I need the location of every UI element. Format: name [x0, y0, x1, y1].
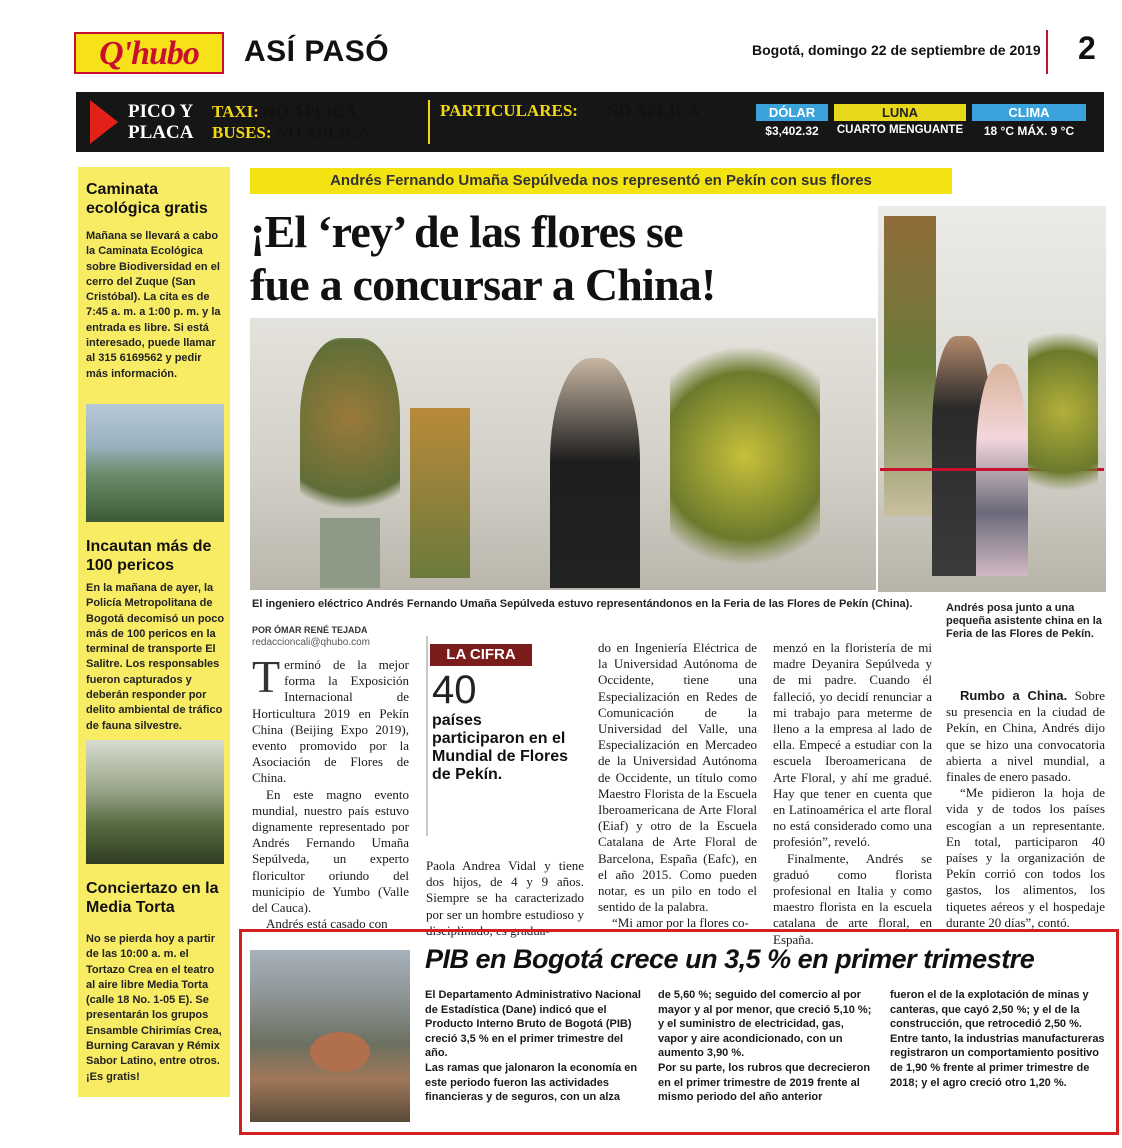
particulares-label: PARTICULARES:: [440, 101, 578, 120]
cifra-label: LA CIFRA: [430, 644, 532, 666]
article-column-3: [598, 640, 757, 932]
byline-email: redaccioncali@qhubo.com: [252, 637, 370, 648]
side-photo: [878, 206, 1106, 592]
pyp-divider: [428, 100, 430, 144]
article-kicker: Andrés Fernando Umaña Sepúlveda nos representó en Pekín con sus flores: [250, 168, 952, 194]
clima-label: CLIMA: [972, 104, 1086, 121]
col4-paragraph-2: Finalmente, Andrés se graduó como florista profesional en Italia y como maestro florista en la escuela catalana de arte floral, en España.: [773, 850, 932, 947]
col1-paragraph-1: erminó de la mejor forma la Exposición Internacional de Horticultura 2019 en Pekín China (Beijing Expo 2019), evento promovido por la Asociación de Flores de China.: [252, 657, 409, 786]
sidebar-body-concierto: No se pierda hoy a partir de las 10:00 a. m. el Tortazo Crea en el teatro al aire libre Media Torta (calle 18 No. 1-05 E). Se presentarán los grupos Ensamble Chirimías Crea, Burning Caravan y Rémix Sabor Latino, entre otros. ¡Es gratis!: [86, 933, 222, 1083]
bogota-aerial-photo: [250, 950, 410, 1122]
dolar-label: DÓLAR: [756, 104, 828, 121]
sidebar-body-pericos: En la mañana de ayer, la Policía Metropolitana de Bogotá decomisó un poco más de 100 pericos en la terminal de transporte El Salitre. Los responsables fueron capturados y deberán responder por delito ambiental de tráfico de fauna silvestre.: [86, 582, 225, 732]
side-photo-caption: Andrés posa junto a una pequeña asistente china en la Feria de las Flores de Pekín.: [946, 602, 1102, 640]
luna-label: LUNA: [834, 104, 966, 121]
pib-c1-paragraph-2: Las ramas que jalonaron la economía en este periodo fueron las actividades financieras y de seguros, con un alza: [425, 1061, 638, 1104]
pib-title: PIB en Bogotá crece un 3,5 % en primer trimestre: [425, 944, 1035, 974]
dolar-box: [756, 104, 828, 138]
article-column-5: [946, 688, 1105, 931]
luna-box: [834, 104, 966, 136]
article-column-1: [252, 651, 409, 932]
date-line: Bogotá, domingo 22 de septiembre de 2019: [752, 42, 1041, 58]
article-column-2: [426, 858, 584, 939]
pyp-title-line2: PLACA: [128, 122, 194, 143]
main-photo: [250, 318, 876, 590]
pib-c3-paragraph-1: fueron el de la explotación de minas y canteras, que cayó 2,50 %; y el de la construcción, que retrocedió 2,50 %. Entre tanto, la industrias manufactureras registraron un comportamiento positivo de 1,90 % frente al primer trimestre de 2018; y el agro creció otro 1,20 %.: [890, 989, 1105, 1089]
taxi-label: TAXI:: [212, 102, 259, 121]
col5-lead: Rumbo a China.: [960, 688, 1068, 703]
sidebar-title-pericos: Incautan más de 100 pericos: [86, 538, 212, 574]
cifra-rule: [426, 636, 428, 836]
byline: POR ÓMAR RENÉ TEJADA: [252, 625, 368, 635]
col5-paragraph-2: “Me pidieron la hoja de vida y de todos los países escogían a un representante. En total, participaron 40 países y la organización de Pekín corrió con todos los gastos, los alimentos, los tiquetes aéreos y el hospedaje durante 20 días”, contó.: [946, 785, 1105, 930]
buses-value: NO APLICA: [275, 123, 370, 142]
col3-paragraph-1: do en Ingeniería Eléctrica de la Universidad Autónoma de Occidente, tiene una Especialización en Redes de Comunicación de la Universidad del Valle, una Especialización en Mercadeo de la Universidad Autónoma de Occidente, un título como Maestro Florista de la Escuela Iberoamericana de Arte Floral (Eiaf) y otro de la Escuela Catalana de Arte Floral de Barcelona, España (Eafc), en el año 2015. Como pueden notar, es un pilo en todo el sentido de la palabra.: [598, 640, 757, 915]
headline-line1: ¡El ‘rey’ de las flores se: [250, 206, 683, 257]
flower-arrangement-left: [300, 338, 400, 538]
particulares-value: NO APLICA: [606, 101, 700, 120]
section-title: ASÍ PASÓ: [244, 35, 390, 68]
col5-paragraph-1: Sobre su presencia en la ciudad de Pekín, en China, Andrés dijo que se hizo una convocatoria abierta a nivel mundial, a finales de enero pasado.: [946, 688, 1105, 785]
sidebar-title-caminata: Caminata ecológica gratis: [86, 181, 208, 217]
headline-line2: fue a concursar a China!: [250, 259, 716, 310]
dolar-value: $3,402.32: [765, 124, 819, 138]
mountain-photo: [86, 404, 224, 522]
play-arrow-icon: [90, 100, 118, 144]
page-number: 2: [1078, 30, 1096, 66]
pib-column-1: [425, 988, 643, 1105]
tall-flower-column: [884, 216, 936, 516]
man-in-black-shirt: [550, 358, 640, 588]
pib-c2-paragraph-1: de 5,60 %; seguido del comercio al por mayor y al por menor, que creció 5,10 %; y el suministro de electricidad, gas, vapor y aire acondicionado, con un aumento 3,90 %.: [658, 989, 872, 1060]
sidebar-title-concierto: Conciertazo en la Media Torta: [86, 880, 219, 916]
clima-value: 18 °C MÁX. 9 °C: [983, 124, 1075, 138]
sidebar-body-caminata: Mañana se llevará a cabo la Caminata Ecológica sobre Biodiversidad en el cerro del Zuque (San Cristóbal). La cita es de 7:45 a. m. a 1:00 p. m. y la entrada es libre. Si está interesado, puede llamar al 315 6169562 y pedir más información.: [86, 230, 221, 380]
header-divider: [1046, 30, 1048, 74]
col2-paragraph-1: Paola Andrea Vidal y tiene dos hijos, de 4 y 9 años. Siempre se ha caracterizado por ser un hombre estudioso y disciplinado, es gradua-: [426, 858, 584, 938]
col3-paragraph-2: “Mi amor por la flores co-: [612, 915, 749, 931]
col1-paragraph-2: En este magno evento mundial, nuestro país estuvo dignamente representado por Andrés Fernando Umaña Sepúlveda, un experto floricultor oriundo del municipio de Yumbo (Valle del Cauca).: [252, 786, 409, 916]
pyp-title-line1: PICO Y: [128, 101, 194, 122]
pyp-taxi-buses: [212, 101, 370, 143]
cifra-number: 40: [432, 668, 477, 712]
dropcap: T: [252, 651, 281, 702]
flower-arrangement-side: [1028, 326, 1098, 516]
luna-value: CUARTO MENGUANTE: [836, 124, 964, 136]
pib-c1-paragraph-1: El Departamento Administrativo Nacional de Estadística (Dane) indicó que el Producto Interno Bruto de Bogotá (PIB) creció 3,5 % en el primer trimestre del año.: [425, 989, 641, 1060]
pib-c2-paragraph-2: Por su parte, los rubros que decrecieron en el primer trimestre de 2019 frente al mismo periodo del año anterior: [658, 1061, 871, 1104]
vase-left: [320, 518, 380, 588]
pyp-title: [128, 101, 193, 143]
clima-box: [972, 104, 1086, 138]
bullring: [310, 1032, 370, 1072]
qhubo-logo: Q'hubo: [74, 32, 224, 74]
flower-arrangement-right: [670, 348, 820, 588]
article-column-4: [773, 640, 932, 948]
buses-label: BUSES:: [212, 123, 272, 142]
pib-column-2: [658, 988, 876, 1105]
main-photo-caption: El ingeniero eléctrico Andrés Fernando Umaña Sepúlveda estuvo representándonos en la Feria de las Flores de Pekín (China).: [252, 598, 913, 610]
col4-paragraph-1: menzó en la floristería de mi madre Deyanira Sepúlveda y de mi padre. Cuando él falleció, yo decidí renunciar a mi trabajo para meterme de lleno a la empresa al lado de ella. Empecé a estudiar con la escuela Iberoamericana de Arte Floral, y ahí me gradué. Hay que tener en cuenta que en Latinoamérica el arte floral no está considerado como una profesión”, reveló.: [773, 640, 932, 850]
pib-column-3: [890, 988, 1106, 1090]
article-headline: [250, 205, 870, 311]
col1-paragraph-3: Andrés está casado con: [266, 916, 388, 932]
flower-arrangement-center: [410, 408, 470, 578]
parrots-photo: [86, 740, 224, 864]
taxi-value: NO APLICA: [263, 102, 358, 121]
cifra-text: países participaron en el Mundial de Flores de Pekín.: [432, 712, 569, 783]
